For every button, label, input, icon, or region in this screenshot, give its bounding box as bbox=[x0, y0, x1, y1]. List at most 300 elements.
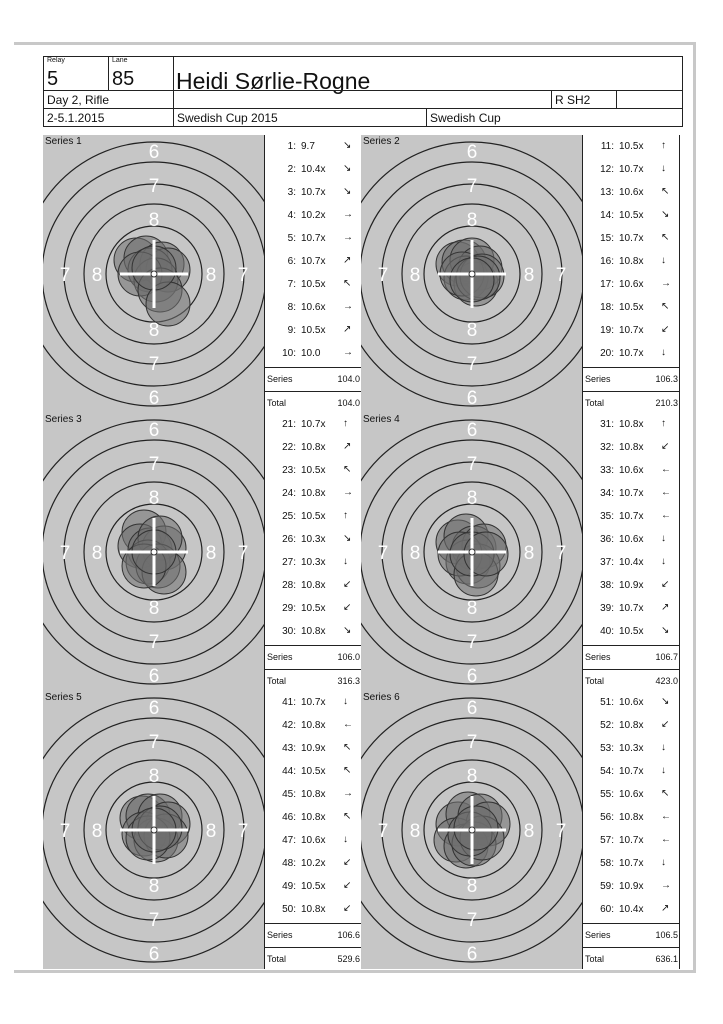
direction-arrow-icon: → bbox=[343, 788, 353, 799]
shot-number: 26: bbox=[282, 534, 296, 545]
shot-row bbox=[265, 204, 362, 227]
shot-number: 22: bbox=[282, 442, 296, 453]
shot-number: 25: bbox=[282, 511, 296, 522]
shot-number: 52: bbox=[600, 720, 614, 731]
shot-score: 10.2x bbox=[301, 858, 326, 869]
ring-number: 6 bbox=[466, 666, 478, 688]
shot-score: 10.3x bbox=[301, 534, 326, 545]
total-label: Total bbox=[585, 954, 605, 964]
target-image bbox=[43, 135, 265, 413]
target-rings bbox=[361, 413, 583, 691]
shot-row bbox=[583, 806, 680, 829]
shot-score: 10.6x bbox=[619, 789, 644, 800]
ring-number: 7 bbox=[59, 821, 71, 843]
shot-score: 10.5x bbox=[619, 210, 644, 221]
shot-row bbox=[583, 436, 680, 459]
ring-number: 7 bbox=[148, 454, 160, 476]
target-image bbox=[361, 691, 583, 969]
shot-number: 49: bbox=[282, 881, 296, 892]
direction-arrow-icon: ↖ bbox=[343, 811, 352, 822]
shot-number: 12: bbox=[600, 164, 614, 175]
shot-row bbox=[265, 829, 362, 852]
ring-number: 7 bbox=[555, 821, 567, 843]
shot-row bbox=[583, 783, 680, 806]
ring-number: 8 bbox=[148, 766, 160, 788]
direction-arrow-icon: ↓ bbox=[661, 255, 666, 266]
shot-score: 10.8x bbox=[301, 812, 326, 823]
shot-list bbox=[583, 135, 680, 413]
shot-row bbox=[265, 135, 362, 158]
total-label: Total bbox=[267, 398, 287, 408]
shot-row bbox=[265, 806, 362, 829]
shot-number: 20: bbox=[600, 348, 614, 359]
shot-row bbox=[265, 760, 362, 783]
class-code: R SH2 bbox=[551, 90, 617, 109]
direction-arrow-icon: ↖ bbox=[343, 464, 352, 475]
ring-number: 6 bbox=[466, 944, 478, 966]
shot-row bbox=[265, 505, 362, 528]
shot-row bbox=[265, 296, 362, 319]
direction-arrow-icon: ↘ bbox=[343, 186, 352, 197]
running-total-row bbox=[583, 947, 680, 969]
ring-number: 8 bbox=[148, 210, 160, 232]
shot-row bbox=[583, 551, 680, 574]
target-image bbox=[43, 691, 265, 969]
series-title: Series 2 bbox=[363, 136, 400, 147]
shot-number: 38: bbox=[600, 580, 614, 591]
direction-arrow-icon: ↙ bbox=[343, 880, 352, 891]
ring-number: 7 bbox=[377, 265, 389, 287]
competition: Swedish Cup 2015 bbox=[173, 108, 427, 127]
dates: 2-5.1.2015 bbox=[43, 108, 174, 127]
direction-arrow-icon: ↘ bbox=[343, 140, 352, 151]
shot-row bbox=[583, 852, 680, 875]
direction-arrow-icon: ↘ bbox=[661, 696, 670, 707]
shot-number: 41: bbox=[282, 697, 296, 708]
running-total-row bbox=[265, 947, 362, 969]
shot-row bbox=[265, 875, 362, 898]
shot-number: 56: bbox=[600, 812, 614, 823]
series-total: 106.0 bbox=[337, 652, 360, 662]
running-total-row bbox=[583, 391, 680, 413]
event: Swedish Cup bbox=[426, 108, 683, 127]
direction-arrow-icon: → bbox=[343, 487, 353, 498]
shot-score: 10.7x bbox=[619, 603, 644, 614]
shot-score: 10.6x bbox=[619, 534, 644, 545]
shot-row bbox=[583, 319, 680, 342]
shot-score: 10.3x bbox=[619, 743, 644, 754]
shot-score: 10.4x bbox=[301, 164, 326, 175]
day-discipline: Day 2, Rifle bbox=[43, 90, 174, 109]
shot-row bbox=[265, 597, 362, 620]
direction-arrow-icon: ↑ bbox=[661, 418, 666, 429]
series-title: Series 3 bbox=[45, 414, 82, 425]
shot-row bbox=[265, 737, 362, 760]
shot-row bbox=[265, 551, 362, 574]
ring-number: 8 bbox=[466, 598, 478, 620]
target-image bbox=[361, 413, 583, 691]
shot-score: 10.7x bbox=[301, 187, 326, 198]
ring-number: 6 bbox=[466, 420, 478, 442]
series-panel bbox=[43, 413, 363, 691]
shot-row bbox=[583, 181, 680, 204]
shot-list bbox=[265, 691, 362, 969]
shot-score: 10.3x bbox=[301, 557, 326, 568]
shot-row bbox=[265, 342, 362, 365]
shot-score: 10.9x bbox=[301, 743, 326, 754]
direction-arrow-icon: ↑ bbox=[661, 140, 666, 151]
ring-number: 7 bbox=[377, 821, 389, 843]
direction-arrow-icon: ↖ bbox=[661, 301, 670, 312]
ring-number: 8 bbox=[466, 876, 478, 898]
ring-number: 7 bbox=[237, 821, 249, 843]
series-label: Series bbox=[585, 652, 611, 662]
shot-row bbox=[265, 227, 362, 250]
shot-number: 39: bbox=[600, 603, 614, 614]
shot-score: 10.8x bbox=[619, 256, 644, 267]
ring-number: 8 bbox=[466, 210, 478, 232]
target-rings bbox=[43, 413, 265, 691]
shot-number: 28: bbox=[282, 580, 296, 591]
direction-arrow-icon: ↓ bbox=[343, 556, 348, 567]
shot-number: 21: bbox=[282, 419, 296, 430]
relay-value: 5 bbox=[47, 68, 59, 90]
score-sheet bbox=[43, 56, 683, 971]
ring-number: 8 bbox=[409, 821, 421, 843]
series-total: 106.3 bbox=[655, 374, 678, 384]
direction-arrow-icon: ↘ bbox=[343, 533, 352, 544]
ring-number: 7 bbox=[148, 632, 160, 654]
shot-number: 15: bbox=[600, 233, 614, 244]
page-top-border bbox=[14, 42, 696, 45]
shot-number: 54: bbox=[600, 766, 614, 777]
direction-arrow-icon: ← bbox=[661, 834, 671, 845]
ring-number: 7 bbox=[555, 265, 567, 287]
shot-number: 7: bbox=[287, 279, 296, 290]
shot-number: 6: bbox=[287, 256, 296, 267]
direction-arrow-icon: ← bbox=[343, 719, 353, 730]
direction-arrow-icon: ↙ bbox=[343, 579, 352, 590]
direction-arrow-icon: ↙ bbox=[343, 602, 352, 613]
shot-score: 10.5x bbox=[301, 881, 326, 892]
direction-arrow-icon: → bbox=[343, 347, 353, 358]
shot-row bbox=[265, 250, 362, 273]
shot-score: 10.6x bbox=[619, 465, 644, 476]
direction-arrow-icon: ↘ bbox=[661, 209, 670, 220]
shot-score: 10.5x bbox=[619, 302, 644, 313]
shot-score: 10.5x bbox=[619, 141, 644, 152]
ring-number: 7 bbox=[466, 732, 478, 754]
shot-row bbox=[583, 273, 680, 296]
ring-number: 8 bbox=[466, 766, 478, 788]
shot-row bbox=[583, 574, 680, 597]
shot-number: 11: bbox=[600, 141, 614, 152]
ring-number: 7 bbox=[148, 176, 160, 198]
lane-box bbox=[108, 56, 174, 91]
direction-arrow-icon: ↓ bbox=[661, 857, 666, 868]
shot-score: 10.9x bbox=[619, 881, 644, 892]
shot-row bbox=[265, 783, 362, 806]
shot-number: 59: bbox=[600, 881, 614, 892]
direction-arrow-icon: ↓ bbox=[343, 834, 348, 845]
series-title: Series 5 bbox=[45, 692, 82, 703]
series-label: Series bbox=[585, 930, 611, 940]
direction-arrow-icon: → bbox=[343, 209, 353, 220]
direction-arrow-icon: ↓ bbox=[661, 347, 666, 358]
shot-number: 18: bbox=[600, 302, 614, 313]
ring-number: 8 bbox=[466, 320, 478, 342]
ring-number: 6 bbox=[466, 388, 478, 410]
shot-row bbox=[583, 714, 680, 737]
direction-arrow-icon: ↓ bbox=[661, 742, 666, 753]
running-total-row bbox=[265, 391, 362, 413]
shot-row bbox=[265, 898, 362, 921]
shot-number: 24: bbox=[282, 488, 296, 499]
direction-arrow-icon: ← bbox=[661, 487, 671, 498]
series-total-row bbox=[265, 923, 362, 945]
shot-number: 43: bbox=[282, 743, 296, 754]
ring-number: 8 bbox=[91, 821, 103, 843]
shot-number: 58: bbox=[600, 858, 614, 869]
direction-arrow-icon: ↙ bbox=[661, 719, 670, 730]
shot-score: 10.5x bbox=[301, 766, 326, 777]
direction-arrow-icon: ↗ bbox=[343, 255, 352, 266]
shot-number: 10: bbox=[282, 348, 296, 359]
total-label: Total bbox=[585, 676, 605, 686]
shot-number: 27: bbox=[282, 557, 296, 568]
relay-box bbox=[43, 56, 109, 91]
shot-row bbox=[583, 505, 680, 528]
shot-score: 10.8x bbox=[301, 580, 326, 591]
shot-score: 10.4x bbox=[619, 904, 644, 915]
target-rings bbox=[43, 135, 265, 413]
series-label: Series bbox=[267, 374, 293, 384]
shot-row bbox=[583, 691, 680, 714]
series-title: Series 6 bbox=[363, 692, 400, 703]
shot-number: 33: bbox=[600, 465, 614, 476]
shot-row bbox=[583, 620, 680, 643]
shot-number: 1: bbox=[287, 141, 296, 152]
target-rings bbox=[361, 691, 583, 969]
shot-number: 32: bbox=[600, 442, 614, 453]
ring-number: 7 bbox=[59, 265, 71, 287]
shot-score: 10.5x bbox=[301, 465, 326, 476]
direction-arrow-icon: ↑ bbox=[343, 510, 348, 521]
shot-score: 9.7 bbox=[301, 141, 315, 152]
shot-number: 14: bbox=[600, 210, 614, 221]
running-total: 210.3 bbox=[655, 398, 678, 408]
shot-row bbox=[583, 459, 680, 482]
shot-row bbox=[583, 737, 680, 760]
shot-row bbox=[583, 875, 680, 898]
shot-number: 50: bbox=[282, 904, 296, 915]
shot-score: 10.7x bbox=[619, 511, 644, 522]
lane-label: Lane bbox=[112, 57, 128, 64]
shot-row bbox=[265, 413, 362, 436]
shot-number: 35: bbox=[600, 511, 614, 522]
series-title: Series 1 bbox=[45, 136, 82, 147]
direction-arrow-icon: ↖ bbox=[661, 788, 670, 799]
shot-score: 10.8x bbox=[619, 720, 644, 731]
direction-arrow-icon: ↘ bbox=[343, 163, 352, 174]
target-image bbox=[43, 413, 265, 691]
shot-list bbox=[583, 691, 680, 969]
shot-number: 51: bbox=[600, 697, 614, 708]
direction-arrow-icon: ↗ bbox=[343, 441, 352, 452]
shot-row bbox=[583, 898, 680, 921]
shot-row bbox=[265, 852, 362, 875]
shot-number: 4: bbox=[287, 210, 296, 221]
shot-row bbox=[265, 714, 362, 737]
shot-score: 10.6x bbox=[301, 835, 326, 846]
shot-row bbox=[265, 528, 362, 551]
shot-score: 10.7x bbox=[619, 233, 644, 244]
shot-score: 10.6x bbox=[619, 279, 644, 290]
direction-arrow-icon: ↗ bbox=[661, 602, 670, 613]
direction-arrow-icon: ↗ bbox=[661, 903, 670, 914]
shot-row bbox=[265, 482, 362, 505]
direction-arrow-icon: ← bbox=[661, 811, 671, 822]
total-label: Total bbox=[267, 954, 287, 964]
shot-row bbox=[265, 691, 362, 714]
shot-row bbox=[583, 158, 680, 181]
series-total-row bbox=[583, 645, 680, 667]
shot-score: 10.7x bbox=[301, 256, 326, 267]
series-label: Series bbox=[585, 374, 611, 384]
series-total-row bbox=[265, 645, 362, 667]
ring-number: 8 bbox=[409, 265, 421, 287]
direction-arrow-icon: → bbox=[661, 880, 671, 891]
shot-row bbox=[583, 528, 680, 551]
ring-number: 6 bbox=[148, 666, 160, 688]
shot-row bbox=[583, 413, 680, 436]
ring-number: 8 bbox=[205, 543, 217, 565]
series-label: Series bbox=[267, 652, 293, 662]
shot-score: 10.0 bbox=[301, 348, 321, 359]
shot-row bbox=[583, 250, 680, 273]
shot-row bbox=[583, 760, 680, 783]
direction-arrow-icon: ↓ bbox=[661, 163, 666, 174]
direction-arrow-icon: ↓ bbox=[661, 556, 666, 567]
ring-number: 8 bbox=[523, 543, 535, 565]
shot-score: 10.5x bbox=[301, 603, 326, 614]
ring-number: 7 bbox=[466, 454, 478, 476]
shot-score: 10.7x bbox=[619, 766, 644, 777]
ring-number: 8 bbox=[523, 265, 535, 287]
shot-number: 42: bbox=[282, 720, 296, 731]
shot-score: 10.8x bbox=[301, 626, 326, 637]
shot-score: 10.4x bbox=[619, 557, 644, 568]
shot-number: 57: bbox=[600, 835, 614, 846]
relay-label: Relay bbox=[47, 57, 65, 64]
page-right-border bbox=[693, 42, 696, 972]
ring-number: 8 bbox=[91, 265, 103, 287]
shot-score: 10.8x bbox=[301, 442, 326, 453]
shot-number: 29: bbox=[282, 603, 296, 614]
shot-score: 10.8x bbox=[619, 442, 644, 453]
shot-row bbox=[583, 482, 680, 505]
direction-arrow-icon: ↓ bbox=[661, 533, 666, 544]
ring-number: 8 bbox=[205, 821, 217, 843]
ring-number: 8 bbox=[409, 543, 421, 565]
shot-score: 10.8x bbox=[301, 488, 326, 499]
ring-number: 6 bbox=[148, 420, 160, 442]
shot-score: 10.8x bbox=[301, 720, 326, 731]
direction-arrow-icon: ↑ bbox=[343, 418, 348, 429]
ring-number: 6 bbox=[466, 698, 478, 720]
shot-score: 10.5x bbox=[301, 279, 326, 290]
series-panel bbox=[43, 135, 363, 413]
blank-cell-2 bbox=[616, 90, 683, 109]
shot-number: 34: bbox=[600, 488, 614, 499]
direction-arrow-icon: ↖ bbox=[343, 278, 352, 289]
shot-row bbox=[583, 597, 680, 620]
direction-arrow-icon: ↘ bbox=[661, 625, 670, 636]
shot-score: 10.7x bbox=[619, 325, 644, 336]
direction-arrow-icon: ↓ bbox=[343, 696, 348, 707]
shot-score: 10.5x bbox=[301, 511, 326, 522]
direction-arrow-icon: → bbox=[343, 232, 353, 243]
shot-score: 10.8x bbox=[619, 812, 644, 823]
series-total: 106.6 bbox=[337, 930, 360, 940]
shot-number: 17: bbox=[600, 279, 614, 290]
shot-number: 16: bbox=[600, 256, 614, 267]
direction-arrow-icon: ↙ bbox=[661, 579, 670, 590]
shot-row bbox=[583, 296, 680, 319]
series-title: Series 4 bbox=[363, 414, 400, 425]
ring-number: 8 bbox=[91, 543, 103, 565]
series-panel bbox=[361, 135, 681, 413]
shot-score: 10.7x bbox=[301, 419, 326, 430]
running-total: 529.6 bbox=[337, 954, 360, 964]
direction-arrow-icon: ↘ bbox=[343, 625, 352, 636]
direction-arrow-icon: ↙ bbox=[343, 903, 352, 914]
total-label: Total bbox=[267, 676, 287, 686]
shot-score: 10.7x bbox=[619, 488, 644, 499]
ring-number: 6 bbox=[148, 142, 160, 164]
shot-number: 60: bbox=[600, 904, 614, 915]
shot-row bbox=[265, 436, 362, 459]
shot-number: 30: bbox=[282, 626, 296, 637]
ring-number: 7 bbox=[237, 265, 249, 287]
shot-score: 10.7x bbox=[301, 233, 326, 244]
series-total-row bbox=[265, 367, 362, 389]
shot-number: 48: bbox=[282, 858, 296, 869]
shot-number: 5: bbox=[287, 233, 296, 244]
shot-row bbox=[583, 204, 680, 227]
target-rings bbox=[43, 691, 265, 969]
shot-number: 8: bbox=[287, 302, 296, 313]
shot-score: 10.7x bbox=[619, 348, 644, 359]
shot-number: 9: bbox=[287, 325, 296, 336]
series-panel bbox=[43, 691, 363, 969]
shot-number: 31: bbox=[600, 419, 614, 430]
shot-score: 10.7x bbox=[619, 858, 644, 869]
series-panel bbox=[361, 413, 681, 691]
series-label: Series bbox=[267, 930, 293, 940]
shot-score: 10.2x bbox=[301, 210, 326, 221]
direction-arrow-icon: ↖ bbox=[343, 742, 352, 753]
running-total: 636.1 bbox=[655, 954, 678, 964]
direction-arrow-icon: ← bbox=[661, 464, 671, 475]
ring-number: 7 bbox=[148, 910, 160, 932]
shot-row bbox=[265, 620, 362, 643]
direction-arrow-icon: → bbox=[343, 301, 353, 312]
blank-cell bbox=[173, 90, 552, 109]
ring-number: 6 bbox=[148, 698, 160, 720]
ring-number: 6 bbox=[466, 142, 478, 164]
ring-number: 8 bbox=[148, 876, 160, 898]
